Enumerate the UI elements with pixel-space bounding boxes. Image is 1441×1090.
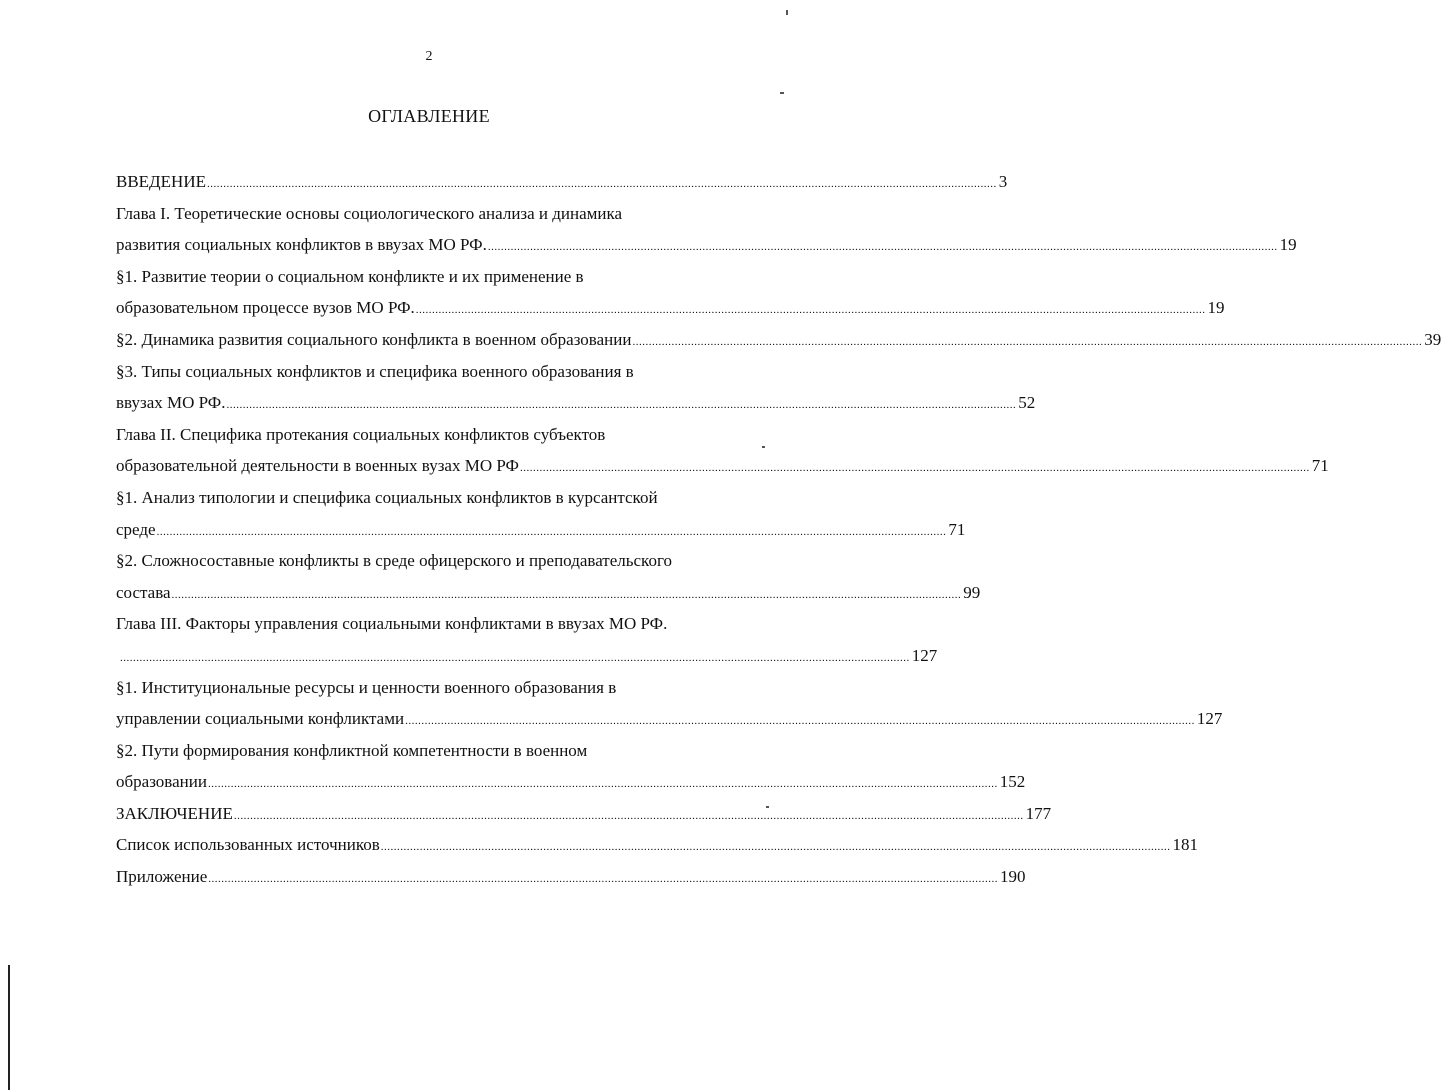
toc-entry-line: §1. Институциональные ресурсы и ценности военного образования в [116,677,617,697]
toc-entry-line: §2. Пути формирования конфликтной компетентности в военном [116,740,588,760]
toc-page-number: 39 [1424,329,1441,349]
toc-entry [116,324,1441,356]
page-number: 2 [425,49,433,64]
toc-entry [116,672,1223,735]
toc-entry-text: управлении социальными конфликтами [116,709,405,729]
scan-speck [762,446,765,448]
toc-page-number: 3 [998,172,1008,191]
toc-entry-text: состава [116,582,171,602]
toc-page-number: 177 [1025,803,1052,823]
toc-entry-line: Глава I. Теоретические основы социологического анализа и динамика [116,203,623,223]
toc-entry-line: Глава II. Специфика протекания социальных конфликтов субъектов [116,424,606,444]
toc-page-number: 127 [911,645,938,665]
dot-leader: ................................................................................................................................................................................................................................................... [380,841,1171,854]
table-of-contents [116,166,1441,893]
dot-leader: ................................................................................................................................................................................................................................................... [206,178,997,190]
scan-speck [786,10,788,15]
toc-entry-row [116,514,966,546]
toc-entry [116,356,1036,419]
toc-page-number: 190 [1000,867,1026,887]
dot-leader: ................................................................................................................................................................................................................................................... [519,462,1310,475]
toc-entry [116,735,1026,798]
dot-leader: ................................................................................................................................................................................................................................................... [487,241,1278,254]
toc-entry-text: §2. Динамика развития социального конфликта в военном образовании [116,329,632,349]
toc-page-number: 152 [999,772,1026,792]
toc-entry-text: ВВЕДЕНИЕ [116,172,206,191]
toc-entry-row [116,703,1223,735]
dot-leader: ................................................................................................................................................................................................................................................... [208,873,998,886]
toc-entry-row [116,798,1052,830]
toc-entry-row [116,450,1329,482]
toc-page-number: 19 [1279,235,1297,255]
dot-leader: ................................................................................................................................................................................................................................................... [233,809,1024,822]
toc-entry-line: §2. Сложносоставные конфликты в среде офицерского и преподавательского [116,551,672,571]
dot-leader: ................................................................................................................................................................................................................................................... [156,525,947,538]
toc-entry-text: образовательном процессе вузов МО РФ. [116,298,415,318]
toc-entry-text: образовании [116,772,207,792]
toc-entry-line: §3. Типы социальных конфликтов и специфика военного образования в [116,361,634,381]
toc-entry-row [116,829,1198,861]
toc-title: ОГЛАВЛЕНИЕ [368,106,490,126]
dot-leader: ................................................................................................................................................................................................................................................... [226,399,1017,412]
toc-entry-text: развития социальных конфликтов в ввузах МО РФ. [116,235,487,255]
toc-entry-row [116,387,1036,419]
toc-entry-text: среде [116,519,156,539]
toc-page-number: 127 [1196,709,1223,729]
dot-leader: ................................................................................................................................................................................................................................................... [207,778,998,791]
toc-entry [116,798,1052,830]
toc-entry-row [116,766,1026,798]
toc-page-number: 19 [1207,298,1225,318]
toc-entry-row [116,166,1008,198]
toc-entry [116,261,1225,324]
toc-entry-row [116,324,1441,356]
toc-entry [116,419,1329,482]
toc-entry-text: Приложение [116,867,208,887]
toc-entry-row [116,292,1225,324]
dot-leader: ................................................................................................................................................................................................................................................... [171,588,962,601]
toc-page-number: 71 [948,519,966,539]
scan-speck [766,806,769,808]
toc-page-number: 181 [1172,835,1198,855]
scan-speck [780,92,784,94]
toc-entry-row [116,861,1026,893]
dot-leader: ................................................................................................................................................................................................................................................... [632,335,1423,348]
toc-entry [116,198,1297,261]
toc-entry [116,608,938,671]
toc-entry [116,482,966,545]
toc-entry-row [116,229,1297,261]
toc-entry-text: образовательной деятельности в военных вузах МО РФ [116,456,519,476]
toc-entry-text: ввузах МО РФ. [116,393,226,413]
toc-entry-row [116,577,981,609]
toc-entry-line: §1. Анализ типологии и специфика социальных конфликтов в курсантской [116,487,658,507]
toc-entry [116,545,981,608]
toc-entry-line: §1. Развитие теории о социальном конфликте и их применение в [116,266,584,286]
toc-entry [116,829,1198,861]
toc-entry-line: Глава III. Факторы управления социальными конфликтами в ввузах МО РФ. [116,614,668,634]
toc-page-number: 71 [1311,456,1329,476]
toc-entry-row [116,640,938,672]
dot-leader: ................................................................................................................................................................................................................................................... [405,715,1195,728]
toc-entry [116,861,1026,893]
toc-page-number: 99 [963,582,981,602]
toc-page-number: 52 [1018,393,1036,413]
toc-entry-text: ЗАКЛЮЧЕНИЕ [116,803,233,823]
dot-leader: ................................................................................................................................................................................................................................................... [120,651,910,664]
dot-leader: ................................................................................................................................................................................................................................................... [415,304,1206,317]
scan-margin-line [8,965,10,1090]
toc-entry [116,166,1008,198]
toc-entry-text: Список использованных источников [116,835,380,855]
